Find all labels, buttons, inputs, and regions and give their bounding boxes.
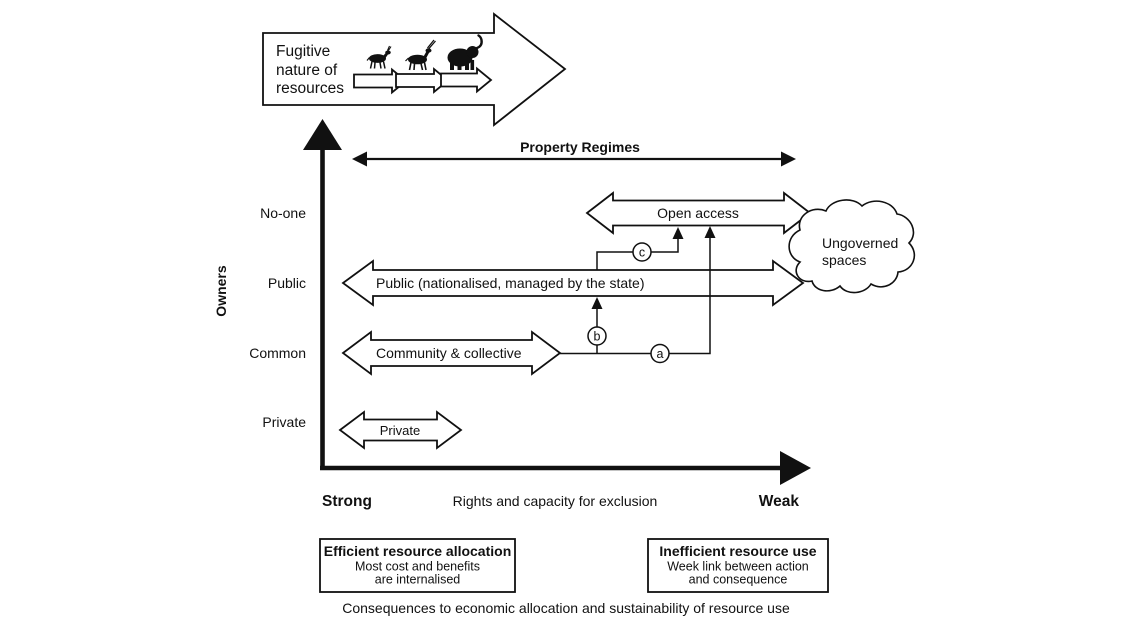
ungoverned-spaces-cloud bbox=[789, 200, 914, 293]
owner-label-no-one: No-one bbox=[260, 205, 306, 221]
owner-label-common: Common bbox=[249, 345, 306, 361]
property-regimes-title: Property Regimes bbox=[520, 139, 640, 155]
property-regimes-span bbox=[352, 139, 796, 167]
connector-a-letter: a bbox=[656, 347, 664, 361]
banner-line-3: resources bbox=[276, 80, 345, 97]
y-axis-label: Owners bbox=[213, 265, 229, 317]
inefficient-box-line-1: Week link between action bbox=[667, 559, 809, 574]
efficient-box-line-2: are internalised bbox=[374, 572, 461, 587]
x-axis-left-label: Strong bbox=[322, 493, 372, 510]
x-axis-title: Rights and capacity for exclusion bbox=[452, 493, 658, 509]
private-label: Private bbox=[379, 423, 421, 438]
banner-line-2: nature of bbox=[276, 62, 338, 79]
regimes-right-arrowhead-icon bbox=[781, 152, 796, 167]
outcome-boxes bbox=[320, 539, 828, 592]
public-label: Public (nationalised, managed by the state) bbox=[376, 275, 645, 291]
fugitive-resources-banner bbox=[263, 14, 565, 125]
community-label: Community & collective bbox=[376, 345, 522, 361]
cloud-line-2: spaces bbox=[822, 252, 867, 268]
inefficient-box-line-2: and consequence bbox=[688, 572, 788, 587]
x-axis-arrowhead-icon bbox=[780, 451, 811, 485]
owner-label-public: Public bbox=[267, 275, 306, 291]
cloud-line-1: Ungoverned bbox=[822, 235, 899, 251]
open-access-label: Open access bbox=[657, 205, 739, 221]
connector-b-arrowhead-icon bbox=[592, 297, 603, 309]
inefficient-box-title: Inefficient resource use bbox=[659, 543, 817, 559]
diagram-caption: Consequences to economic allocation and sustainability of resource use bbox=[342, 600, 790, 616]
x-axis-right-label: Weak bbox=[758, 493, 799, 510]
connector-a-arrowhead-icon bbox=[705, 226, 716, 238]
regime-arrows bbox=[340, 193, 810, 448]
connector-c-letter: c bbox=[638, 245, 646, 260]
x-axis bbox=[320, 451, 811, 510]
y-axis bbox=[213, 119, 342, 470]
banner-line-1: Fugitive bbox=[276, 43, 331, 60]
regimes-left-arrowhead-icon bbox=[352, 152, 367, 167]
owner-label-private: Private bbox=[262, 414, 306, 430]
y-axis-arrowhead-icon bbox=[303, 119, 342, 150]
connector-b-letter: b bbox=[593, 329, 601, 344]
connector-c-arrowhead-icon bbox=[673, 227, 684, 239]
efficient-box-line-1: Most cost and benefits bbox=[354, 559, 481, 574]
efficient-box-title: Efficient resource allocation bbox=[323, 543, 512, 559]
